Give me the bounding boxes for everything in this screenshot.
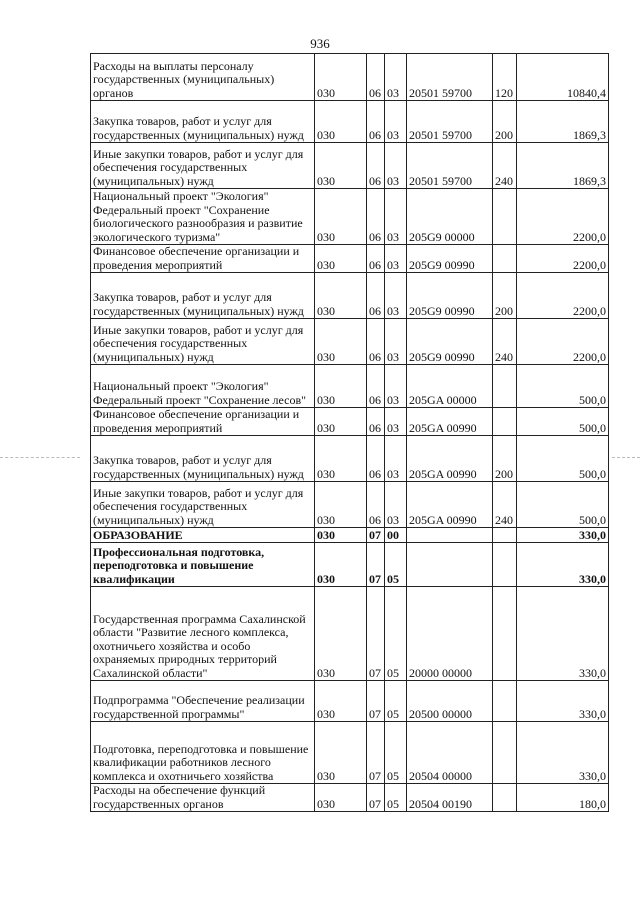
row-admin-code: 030 xyxy=(315,681,367,722)
row-section: 06 xyxy=(367,365,385,408)
table-row xyxy=(91,681,609,722)
table-row xyxy=(91,784,609,812)
row-section: 07 xyxy=(367,587,385,681)
row-target-article: 205G9 00990 xyxy=(407,273,493,319)
row-name: Расходы на обеспечение функций государственных органов xyxy=(91,784,315,812)
row-name: Закупка товаров, работ и услуг для государственных (муниципальных) нужд xyxy=(91,273,315,319)
row-target-article: 20501 59700 xyxy=(407,143,493,189)
row-admin-code: 030 xyxy=(315,784,367,812)
row-admin-code: 030 xyxy=(315,189,367,245)
row-admin-code: 030 xyxy=(315,543,367,587)
row-subsection: 05 xyxy=(385,681,407,722)
table-row xyxy=(91,408,609,436)
row-name: ОБРАЗОВАНИЕ xyxy=(91,528,315,543)
row-expense-type: 200 xyxy=(493,273,517,319)
row-section: 07 xyxy=(367,528,385,543)
row-subsection: 03 xyxy=(385,408,407,436)
row-target-article xyxy=(407,528,493,543)
row-section: 07 xyxy=(367,722,385,784)
row-sum: 500,0 xyxy=(517,408,609,436)
row-subsection: 03 xyxy=(385,101,407,143)
row-name: Расходы на выплаты персоналу государственных (муниципальных) органов xyxy=(91,54,315,101)
row-subsection: 03 xyxy=(385,54,407,101)
row-admin-code: 030 xyxy=(315,54,367,101)
table-row xyxy=(91,245,609,273)
row-sum: 330,0 xyxy=(517,543,609,587)
row-section: 06 xyxy=(367,436,385,482)
row-target-article: 20501 59700 xyxy=(407,54,493,101)
row-name: Финансовое обеспечение организации и проведения мероприятий xyxy=(91,408,315,436)
row-expense-type: 240 xyxy=(493,482,517,528)
row-sum: 330,0 xyxy=(517,681,609,722)
row-sum: 330,0 xyxy=(517,528,609,543)
row-admin-code: 030 xyxy=(315,722,367,784)
row-target-article: 20000 00000 xyxy=(407,587,493,681)
row-expense-type xyxy=(493,365,517,408)
row-section: 06 xyxy=(367,245,385,273)
row-admin-code: 030 xyxy=(315,408,367,436)
row-admin-code: 030 xyxy=(315,245,367,273)
row-admin-code: 030 xyxy=(315,587,367,681)
row-subsection: 03 xyxy=(385,273,407,319)
row-expense-type: 240 xyxy=(493,319,517,365)
row-section: 06 xyxy=(367,101,385,143)
row-admin-code: 030 xyxy=(315,482,367,528)
row-name: Иные закупки товаров, работ и услуг для обеспечения государственных (муниципальных) нужд xyxy=(91,482,315,528)
row-target-article: 20500 00000 xyxy=(407,681,493,722)
row-subsection: 03 xyxy=(385,319,407,365)
row-section: 06 xyxy=(367,143,385,189)
row-expense-type: 200 xyxy=(493,101,517,143)
table-row xyxy=(91,54,609,101)
row-target-article: 205G9 00000 xyxy=(407,189,493,245)
table-row xyxy=(91,528,609,543)
row-sum: 330,0 xyxy=(517,722,609,784)
row-target-article: 205GA 00000 xyxy=(407,365,493,408)
row-admin-code: 030 xyxy=(315,101,367,143)
row-name: Финансовое обеспечение организации и проведения мероприятий xyxy=(91,245,315,273)
table-row xyxy=(91,543,609,587)
row-subsection: 05 xyxy=(385,543,407,587)
row-sum: 1869,3 xyxy=(517,101,609,143)
table-row xyxy=(91,273,609,319)
scan-artifact-left xyxy=(0,457,80,458)
row-section: 06 xyxy=(367,189,385,245)
row-expense-type: 240 xyxy=(493,143,517,189)
row-expense-type xyxy=(493,189,517,245)
row-target-article: 20504 00000 xyxy=(407,722,493,784)
row-section: 07 xyxy=(367,784,385,812)
table-row xyxy=(91,101,609,143)
row-sum: 500,0 xyxy=(517,365,609,408)
row-expense-type xyxy=(493,587,517,681)
row-sum: 500,0 xyxy=(517,436,609,482)
row-admin-code: 030 xyxy=(315,319,367,365)
row-sum: 1869,3 xyxy=(517,143,609,189)
row-subsection: 05 xyxy=(385,722,407,784)
table-row xyxy=(91,365,609,408)
row-subsection: 03 xyxy=(385,482,407,528)
table-row xyxy=(91,189,609,245)
scan-artifact-right xyxy=(612,457,640,458)
row-subsection: 05 xyxy=(385,784,407,812)
row-name: Подготовка, переподготовка и повышение квалификации работников лесного комплекса и охотничьего хозяйства xyxy=(91,722,315,784)
row-sum: 10840,4 xyxy=(517,54,609,101)
row-target-article: 205GA 00990 xyxy=(407,482,493,528)
row-admin-code: 030 xyxy=(315,273,367,319)
row-target-article xyxy=(407,543,493,587)
row-sum: 180,0 xyxy=(517,784,609,812)
row-subsection: 03 xyxy=(385,189,407,245)
row-name: Национальный проект "Экология" Федеральный проект "Сохранение биологического разнообразия и развитие экологического туризма" xyxy=(91,189,315,245)
row-name: Национальный проект "Экология" Федеральный проект "Сохранение лесов" xyxy=(91,365,315,408)
row-admin-code: 030 xyxy=(315,365,367,408)
budget-table-container xyxy=(90,53,609,812)
row-name: Закупка товаров, работ и услуг для государственных (муниципальных) нужд xyxy=(91,101,315,143)
row-expense-type xyxy=(493,543,517,587)
row-expense-type xyxy=(493,681,517,722)
row-target-article: 20504 00190 xyxy=(407,784,493,812)
row-name: Закупка товаров, работ и услуг для государственных (муниципальных) нужд xyxy=(91,436,315,482)
row-expense-type xyxy=(493,245,517,273)
row-section: 06 xyxy=(367,319,385,365)
row-subsection: 03 xyxy=(385,436,407,482)
row-section: 06 xyxy=(367,482,385,528)
row-name: Подпрограмма "Обеспечение реализации государственной программы" xyxy=(91,681,315,722)
row-name: Профессиональная подготовка, переподготовка и повышение квалификации xyxy=(91,543,315,587)
row-section: 06 xyxy=(367,273,385,319)
row-target-article: 205G9 00990 xyxy=(407,245,493,273)
table-row xyxy=(91,319,609,365)
row-target-article: 20501 59700 xyxy=(407,101,493,143)
row-section: 06 xyxy=(367,54,385,101)
row-admin-code: 030 xyxy=(315,436,367,482)
row-name: Иные закупки товаров, работ и услуг для обеспечения государственных (муниципальных) нужд xyxy=(91,143,315,189)
row-expense-type xyxy=(493,722,517,784)
row-sum: 2200,0 xyxy=(517,245,609,273)
row-subsection: 00 xyxy=(385,528,407,543)
row-subsection: 05 xyxy=(385,587,407,681)
row-section: 07 xyxy=(367,543,385,587)
table-row xyxy=(91,143,609,189)
row-subsection: 03 xyxy=(385,245,407,273)
row-admin-code: 030 xyxy=(315,528,367,543)
row-name: Иные закупки товаров, работ и услуг для обеспечения государственных (муниципальных) нужд xyxy=(91,319,315,365)
row-sum: 330,0 xyxy=(517,587,609,681)
row-expense-type xyxy=(493,528,517,543)
row-sum: 500,0 xyxy=(517,482,609,528)
row-expense-type xyxy=(493,408,517,436)
row-section: 06 xyxy=(367,408,385,436)
row-expense-type xyxy=(493,784,517,812)
table-row xyxy=(91,436,609,482)
row-subsection: 03 xyxy=(385,143,407,189)
row-sum: 2200,0 xyxy=(517,189,609,245)
row-sum: 2200,0 xyxy=(517,319,609,365)
page-number: 936 xyxy=(310,36,330,51)
table-row xyxy=(91,587,609,681)
row-section: 07 xyxy=(367,681,385,722)
row-subsection: 03 xyxy=(385,365,407,408)
row-target-article: 205GA 00990 xyxy=(407,408,493,436)
row-admin-code: 030 xyxy=(315,143,367,189)
row-expense-type: 200 xyxy=(493,436,517,482)
row-target-article: 205G9 00990 xyxy=(407,319,493,365)
row-name: Государственная программа Сахалинской области "Развитие лесного комплекса, охотничьего хозяйства и особо охраняемых природных территорий Сахалинской области" xyxy=(91,587,315,681)
row-target-article: 205GA 00990 xyxy=(407,436,493,482)
table-row xyxy=(91,722,609,784)
table-row xyxy=(91,482,609,528)
budget-table xyxy=(90,53,609,812)
row-sum: 2200,0 xyxy=(517,273,609,319)
row-expense-type: 120 xyxy=(493,54,517,101)
